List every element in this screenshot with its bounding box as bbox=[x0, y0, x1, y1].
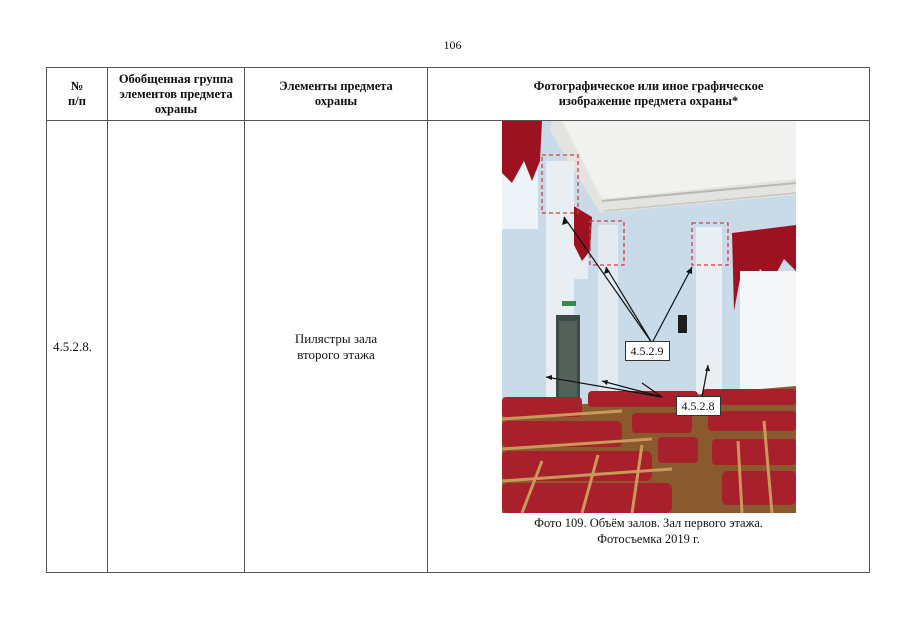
photo-caption bbox=[428, 515, 869, 547]
row-image-cell bbox=[428, 121, 870, 573]
table-row bbox=[47, 121, 870, 573]
row-group bbox=[108, 121, 245, 573]
callout-4529: 4.5.2.9 bbox=[625, 341, 670, 361]
photo-caption-line1: Фото 109. Объём залов. Зал первого этажа. bbox=[534, 516, 763, 530]
header-num-label: № п/п bbox=[68, 79, 86, 108]
row-number: 4.5.2.8. bbox=[47, 121, 108, 573]
heritage-table bbox=[46, 67, 870, 573]
row-elements-text: Пилястры зала второго этажа bbox=[294, 330, 378, 362]
callout-4528: 4.5.2.8 bbox=[676, 396, 721, 416]
table-header-row bbox=[47, 68, 870, 121]
hall-photo bbox=[502, 121, 796, 513]
header-image-label: Фотографическое или иное графическое изображение предмета охраны* bbox=[533, 79, 764, 108]
header-group bbox=[108, 68, 245, 121]
header-num bbox=[47, 68, 108, 121]
photo-caption-line2: Фотосъемка 2019 г. bbox=[597, 532, 700, 546]
header-elements bbox=[245, 68, 428, 121]
header-elements-label: Элементы предмета охраны bbox=[279, 79, 393, 108]
page-number: 106 bbox=[443, 38, 462, 52]
header-group-label: Обобщенная группа элементов предмета охраны bbox=[118, 71, 234, 116]
row-elements bbox=[245, 121, 428, 573]
header-image bbox=[428, 68, 870, 121]
